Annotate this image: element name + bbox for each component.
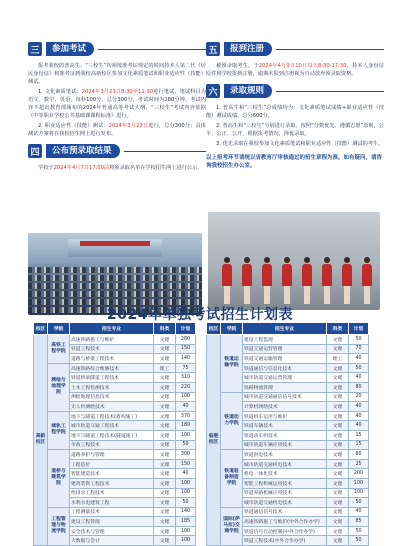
college-cell: 铁道装备制造学院 <box>221 450 243 508</box>
category-cell: 文理 <box>154 536 176 546</box>
category-cell: 文理 <box>154 478 176 488</box>
major-cell: 计算机网络技术 <box>243 402 327 412</box>
category-cell: 文理 <box>154 373 176 383</box>
plan-cell: 40 <box>176 402 196 412</box>
section-3-header <box>28 42 206 56</box>
header-major: 招生专业 <box>243 323 327 335</box>
header-college: 学院 <box>48 323 70 335</box>
audience-row <box>28 283 202 289</box>
college-cell: 铁道动力学院 <box>221 392 243 450</box>
plan-cell: 50 <box>349 498 369 508</box>
table-row <box>207 507 369 517</box>
major-cell: 给排水工程技术 <box>70 488 154 498</box>
student-figure <box>282 257 292 304</box>
plan-cell: 100 <box>349 488 369 498</box>
category-cell: 文理 <box>327 430 349 440</box>
major-cell: 城市轨道交通工程技术 <box>70 421 154 431</box>
category-cell: 文理 <box>327 469 349 479</box>
category-cell: 文理 <box>327 382 349 392</box>
plan-cell: 50 <box>349 536 369 546</box>
paragraph: 3. 优先录取在我校参加文化素质笔试和职业适应性（技能）测试的考生。 <box>216 141 384 147</box>
student-figure <box>242 257 252 304</box>
audience-row <box>28 291 202 297</box>
table-row <box>207 392 369 402</box>
category-cell: 文理 <box>327 459 349 469</box>
category-cell: 文理 <box>154 392 176 402</box>
major-cell: 铁道车辆技术 <box>243 421 327 431</box>
major-cell: 铁道桥梁隧道工程技术 <box>70 373 154 383</box>
plan-cell: 220 <box>176 382 196 392</box>
plan-table-right <box>206 322 369 546</box>
paragraph: 2. 普高生和“三校生”分别进行录取，按照“分数优先、遵循志愿”原则，公平、公正、公开，根据报考情况，择优录取。 <box>206 123 384 137</box>
header-zone: 校区 <box>34 323 48 335</box>
plan-cell: 20 <box>349 392 369 402</box>
plan-cell: 15 <box>349 440 369 450</box>
major-cell: 建设工程管理 <box>70 517 154 527</box>
major-cell: 高速铁路综合维修技术 <box>70 363 154 373</box>
text: 进行，总分300分；具体测试方案将在我校招生网上进行发布。 <box>28 123 206 137</box>
header-plan: 计划 <box>349 323 369 335</box>
plan-cell: 40 <box>349 354 369 364</box>
section-title: 录取规则 <box>224 84 272 98</box>
exam-hall-photo <box>28 233 202 315</box>
college-cell: 城轨工程学院 <box>48 411 70 449</box>
students-photo <box>208 212 380 310</box>
major-cell: 工程测量技术 <box>70 507 154 517</box>
campus-cell: 临港校区 <box>207 335 221 546</box>
category-cell: 文理 <box>327 344 349 354</box>
major-cell: 铁道交通运输管理 <box>243 354 327 364</box>
plan-cell: 40 <box>349 411 369 421</box>
audience-row <box>28 267 202 273</box>
category-cell: 文理 <box>154 507 176 517</box>
plan-cell: 370 <box>176 411 196 421</box>
major-cell: 城市轨道交通通信信号技术 <box>243 392 327 402</box>
plan-cell: 180 <box>176 421 196 431</box>
college-cell: 道桥与建筑学院 <box>48 450 70 508</box>
category-cell: 文理 <box>327 411 349 421</box>
plan-cell: 80 <box>349 382 369 392</box>
major-cell: 铁道动车组技术 <box>243 430 327 440</box>
plan-cell: 50 <box>349 363 369 373</box>
table-row <box>34 411 196 421</box>
plan-cell: 100 <box>176 392 196 402</box>
right-column <box>206 42 384 175</box>
plan-cell: 25 <box>349 459 369 469</box>
major-cell: 铁路物流管理 <box>243 382 327 392</box>
major-cell: 安全技术与管理 <box>70 526 154 536</box>
paragraph <box>28 62 206 86</box>
major-cell: 铁道养路机械应用技术 <box>243 488 327 498</box>
text: 报考我校的普高生、“三校生”均须按准考证规定的时间持本人第二代《居民身份证》和准考证到我校高新校区参加文化素质笔试和职业适应性（技能）测试。 <box>28 63 206 85</box>
section-divider <box>124 151 206 152</box>
plan-cell: 75 <box>176 363 196 373</box>
category-cell: 文理 <box>154 440 176 450</box>
category-cell: 文理 <box>327 526 349 536</box>
table-row <box>34 335 196 345</box>
text: 2. 职业适应性（技能）测试： <box>38 123 109 129</box>
student-figure <box>362 257 372 304</box>
category-cell: 文理 <box>154 469 176 479</box>
major-cell: 无人机测绘技术 <box>70 402 154 412</box>
header-zone: 校区 <box>207 323 221 335</box>
plan-cell: 80 <box>349 450 369 460</box>
major-cell: 建筑装饰工程技术 <box>70 478 154 488</box>
section-number: 五 <box>206 42 220 56</box>
header-category: 科类 <box>154 323 176 335</box>
left-column <box>28 42 206 174</box>
major-cell: 铁道工程技术(中外合作办学) <box>243 536 327 546</box>
section-divider <box>276 49 384 50</box>
category-cell: 文理 <box>154 411 176 421</box>
paragraph <box>28 164 206 172</box>
category-cell: 文理 <box>154 382 176 392</box>
highlight-text: 2024年4月9日10日每天8:30-17:30 <box>258 63 347 69</box>
plan-table-left <box>33 322 196 546</box>
stage-banner <box>80 241 150 246</box>
student-figure <box>222 257 232 304</box>
major-cell: 铁道机车运用与维护 <box>243 411 327 421</box>
plan-cell: 100 <box>176 430 196 440</box>
category-cell: 文理 <box>154 450 176 460</box>
major-cell: 城市轨道交通机电技术 <box>243 498 327 508</box>
header-category: 科类 <box>327 323 349 335</box>
category-cell: 文理 <box>154 430 176 440</box>
category-cell: 文理 <box>154 498 176 508</box>
plan-cell: 310 <box>176 373 196 383</box>
major-cell: 智能工程机械运用技术 <box>243 478 327 488</box>
major-cell: 城市轨道交通运营管理 <box>243 373 327 383</box>
category-cell: 理工 <box>327 354 349 364</box>
plan-cell: 15 <box>349 430 369 440</box>
category-cell: 理工 <box>154 363 176 373</box>
category-cell: 文理 <box>327 421 349 431</box>
plan-cell: 140 <box>176 354 196 364</box>
student-figure <box>262 257 272 304</box>
category-cell: 文理 <box>327 507 349 517</box>
major-cell: 城市轨道车辆应用技术 <box>243 440 327 450</box>
table-row <box>34 450 196 460</box>
section-title: 公布预录取结果 <box>46 144 120 158</box>
category-cell: 文理 <box>327 536 349 546</box>
category-cell: 文理 <box>327 440 349 450</box>
table-row <box>34 363 196 373</box>
text: ，持本人身份证原件到学校报到注册，逾期未报到注册视为自动放弃预录取资格。 <box>206 63 384 77</box>
major-cell: 铁道通信与信息化技术 <box>243 363 327 373</box>
section-5-header <box>206 42 384 56</box>
college-cell: 测绘与地理学院 <box>48 363 70 411</box>
category-cell: 文理 <box>327 373 349 383</box>
student-figure <box>342 257 352 304</box>
plan-cell: 40 <box>176 469 196 479</box>
plan-cell: 300 <box>176 450 196 460</box>
major-cell: 地下与隧道工程技术(隧道施工) <box>70 430 154 440</box>
major-cell: 高速铁路施工与维护(中外合作办学) <box>243 517 327 527</box>
plan-table-title: 2024年单独考试招生计划表 <box>107 307 293 323</box>
plan-cell: 100 <box>176 526 196 536</box>
category-cell: 文理 <box>327 363 349 373</box>
table-row <box>207 450 369 460</box>
header-college: 学院 <box>221 323 243 335</box>
major-cell: 城市轨道交通机电技术 <box>243 459 327 469</box>
plan-cell: 40 <box>349 402 369 412</box>
text: 进行笔试。笔试科目为语文、数学、英语，每科100分，总分300分，考试时间为180分钟。考试内容不超出教育部颁布的2024年普通高等考试大纲，“三校生”考试内容依据《中等职业学校公共基础课课程标准》进行。 <box>28 89 206 119</box>
major-cell: 土木工程检测技术 <box>70 382 154 392</box>
category-cell: 文理 <box>327 402 349 412</box>
text: 学校于 <box>38 165 54 171</box>
header-plan: 计划 <box>176 323 196 335</box>
category-cell: 文理 <box>327 478 349 488</box>
major-cell: 道路与桥梁工程技术 <box>70 354 154 364</box>
plan-cell: 150 <box>176 459 196 469</box>
major-cell: 铁道工程技术 <box>70 344 154 354</box>
category-cell: 文理 <box>327 450 349 460</box>
plan-cell: 40 <box>349 421 369 431</box>
paragraph: 1. 普高生和“三校生”总成绩均为：文化素质笔试成绩+职业适应性（技能）测试成绩，总分600分。 <box>206 105 384 119</box>
category-cell: 文理 <box>327 488 349 498</box>
category-cell: 文理 <box>327 517 349 527</box>
highlight-text: 2024年3月23日 <box>108 123 149 129</box>
plan-cell: 70 <box>349 344 369 354</box>
section-divider <box>276 91 384 92</box>
major-cell: 智能建造技术 <box>70 469 154 479</box>
highlight-text: 2024年4月7日17:00前 <box>53 165 110 171</box>
notice-text: 以上报考环节请统以省教育厅审核通过的招生章程为准。如有疑问，请咨询我校招生办公室。 <box>206 154 383 169</box>
college-cell: 高铁工程学院 <box>48 335 70 364</box>
category-cell: 文理 <box>327 498 349 508</box>
text: 将预录取名单在学校招生网上进行公示。 <box>109 165 203 171</box>
category-cell: 文理 <box>154 488 176 498</box>
highlight-text: 2024年3月23日8:30至11:30 <box>81 89 154 95</box>
plan-cell: 185 <box>176 517 196 527</box>
section-number: 六 <box>206 84 220 98</box>
college-cell: 铁道运输学院 <box>221 335 243 393</box>
section-number: 三 <box>28 42 42 56</box>
major-cell: 建设工程监理 <box>243 335 327 345</box>
category-cell: 文理 <box>154 526 176 536</box>
major-cell: 测绘地理信息技术 <box>70 392 154 402</box>
major-cell: 道路养护与管理 <box>70 450 154 460</box>
text: 被预录取考生，于 <box>216 63 259 69</box>
category-cell: 文理 <box>154 421 176 431</box>
section-title: 报到注册 <box>224 42 272 56</box>
plan-cell: 50 <box>349 526 369 536</box>
category-cell: 文理 <box>154 335 176 345</box>
plan-cell: 40 <box>349 507 369 517</box>
section-divider <box>98 49 206 50</box>
category-cell: 文理 <box>154 459 176 469</box>
major-cell: 铁道通信信号技术 <box>243 507 327 517</box>
text: 1. 文化素质笔试： <box>38 89 82 95</box>
category-cell: 文理 <box>327 335 349 345</box>
paragraph <box>28 88 206 120</box>
plan-cell: 100 <box>349 478 369 488</box>
plan-cell: 100 <box>176 536 196 546</box>
student-figure <box>302 257 312 304</box>
paragraph <box>206 62 384 78</box>
major-cell: 工程造价 <box>70 459 154 469</box>
plan-cell: 150 <box>176 344 196 354</box>
college-cell: 工程管理与物流学院 <box>48 507 70 545</box>
major-cell: 高速铁路施工与维护 <box>70 335 154 345</box>
section-title: 参加考试 <box>46 42 94 56</box>
plan-cell: 100 <box>176 478 196 488</box>
category-cell: 文理 <box>327 392 349 402</box>
section-6-header <box>206 84 384 98</box>
plan-cell: 40 <box>349 373 369 383</box>
college-cell: 国际(萨马拉)交通学院 <box>221 507 243 545</box>
paragraph <box>28 122 206 138</box>
major-cell: 铁道交通运营管理 <box>243 344 327 354</box>
major-cell: 水利水电建筑工程 <box>70 498 154 508</box>
major-cell: 铁道信号自动控制(中外合作办学) <box>243 526 327 536</box>
section-4-header <box>28 144 206 158</box>
major-cell: 地下与隧道工程技术(盾构施工) <box>70 411 154 421</box>
plan-cell: 140 <box>176 507 196 517</box>
student-figure <box>322 257 332 304</box>
major-cell: 市政工程技术 <box>70 440 154 450</box>
category-cell: 文理 <box>154 354 176 364</box>
plan-cell: 280 <box>176 335 196 345</box>
plan-cell: 50 <box>176 498 196 508</box>
section-number: 四 <box>28 144 42 158</box>
plan-cell: 200 <box>349 469 369 479</box>
major-cell: 铁道供电技术 <box>243 450 327 460</box>
major-cell: 机电一体化技术 <box>243 469 327 479</box>
plan-cell: 85 <box>349 517 369 527</box>
plan-cell: 100 <box>176 488 196 498</box>
plan-cell: 50 <box>349 335 369 345</box>
category-cell: 文理 <box>154 402 176 412</box>
plan-cell: 50 <box>176 440 196 450</box>
audience-row <box>28 275 202 281</box>
header-major: 招生专业 <box>70 323 154 335</box>
table-row <box>207 335 369 345</box>
major-cell: 大数据与会计 <box>70 536 154 546</box>
table-row <box>34 507 196 517</box>
category-cell: 文理 <box>154 344 176 354</box>
campus-cell: 高新校区 <box>34 335 48 546</box>
category-cell: 文理 <box>154 517 176 527</box>
